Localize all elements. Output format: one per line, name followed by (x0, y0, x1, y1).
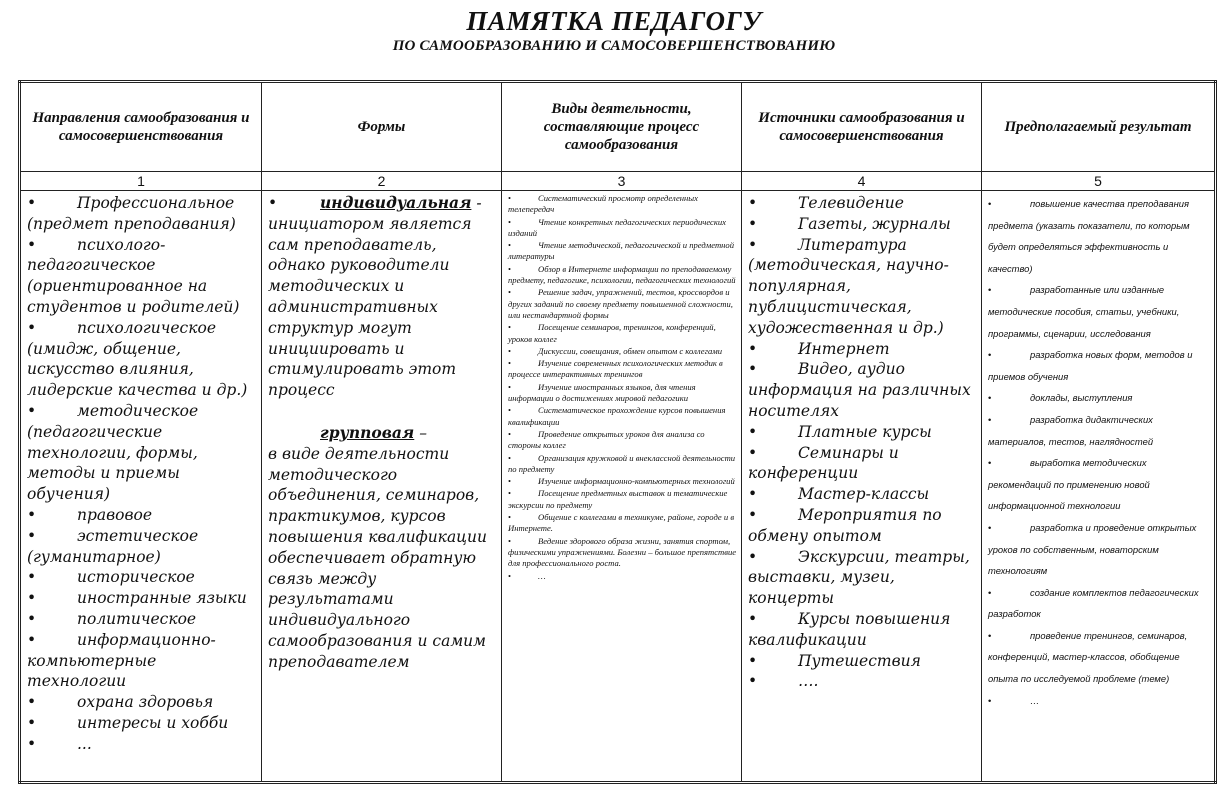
bullet: • (988, 629, 992, 641)
bullet: • (27, 235, 37, 254)
activities-cell (502, 191, 742, 783)
result-item-text: создание комплектов педагогических разработок (988, 586, 1199, 620)
bullet: • (748, 422, 758, 441)
bullet: • (268, 194, 278, 212)
header-directions: Направления самообразования и самосовершенствования (20, 82, 262, 172)
bullet: • (27, 505, 37, 524)
group-title: групповая (320, 422, 415, 442)
bullet: • (988, 284, 992, 296)
bullet: • (988, 392, 992, 404)
source-item (748, 505, 977, 547)
direction-item-text: методическое (педагогические технологии, формы, методы и приемы обучения) (27, 401, 199, 504)
header-forms: Формы (262, 82, 502, 172)
group-dash: – (414, 423, 427, 442)
bullet: • (508, 512, 512, 523)
direction-item (27, 692, 257, 713)
activity-item-text: Проведение открытых уроков для анализа со стороны коллег (508, 428, 705, 451)
header-activities: Виды деятельности, составляющие процесс самообразования (502, 82, 742, 172)
bullet: • (748, 485, 758, 504)
bullet: • (508, 428, 512, 439)
source-item-text: Литература (методическая, научно-популярная, публицистическая, художественная и др.) (748, 235, 949, 337)
bullet: • (27, 589, 37, 608)
bullet: • (748, 505, 758, 524)
result-item (988, 344, 1210, 387)
bullet: • (27, 630, 37, 649)
bullet: • (508, 322, 512, 333)
activity-item (508, 453, 737, 476)
source-item-text: Телевидение (798, 194, 904, 212)
bullet: • (748, 214, 758, 233)
activity-item-text: … (538, 570, 546, 581)
result-item-text: выработка методических рекомендаций по применению новой информационной технологии (988, 457, 1150, 512)
result-item (988, 690, 1210, 712)
direction-item (27, 526, 257, 568)
result-item-text: проведение тренингов, семинаров, конференций, мастер-классов, обобщение опыта по исследуемой проблеме (теме) (988, 629, 1188, 685)
source-item-text: Платные курсы (798, 422, 932, 441)
activity-item (508, 382, 737, 405)
activity-item (508, 405, 737, 428)
bullet: • (27, 318, 37, 337)
activity-item-text: Чтение методической, педагогической и предметной литературы (508, 240, 735, 262)
column-number: 3 (502, 172, 742, 191)
direction-item-text: эстетическое (гуманитарное) (27, 526, 199, 566)
bullet: • (508, 193, 512, 203)
activity-item (508, 193, 737, 216)
bullet: • (748, 339, 758, 358)
source-item (748, 235, 977, 339)
activity-item (508, 536, 737, 570)
direction-item-text: правовое (77, 505, 153, 524)
bullet: • (748, 194, 758, 212)
source-item (748, 671, 977, 692)
source-item-text: Семинары и конференции (748, 443, 899, 483)
bullet: • (988, 586, 992, 598)
bullet: • (27, 568, 37, 587)
source-item-text: …. (798, 672, 819, 691)
bullet: • (988, 457, 992, 469)
number-row (20, 172, 1216, 191)
direction-item (27, 318, 257, 401)
direction-item-text: охрана здоровья (77, 693, 214, 712)
individual-dash: - (471, 194, 482, 212)
bullet: • (748, 547, 758, 566)
individual-form (268, 193, 497, 214)
activity-item-text: Посещение семинаров, тренингов, конференций, уроков коллег (508, 322, 716, 344)
bullet: • (748, 443, 758, 462)
result-item-text: … (1030, 694, 1040, 706)
bullet: • (508, 358, 512, 369)
source-item-text: Путешествия (798, 651, 921, 670)
activity-item (508, 346, 737, 357)
bullet: • (748, 360, 758, 379)
result-item (988, 387, 1210, 409)
direction-item-text: информационно-компьютерные технологии (27, 630, 216, 691)
sources-cell (742, 191, 982, 783)
bullet: • (27, 194, 37, 212)
memo-table (18, 80, 1217, 784)
activity-item-text: Ведение здорового образа жизни, занятия спортом, физическими упражнениями. Болезни – большое препятствие для профессионального роста. (508, 535, 737, 569)
individual-title: индивидуальная (320, 193, 472, 212)
result-item-text: разработка дидактических материалов, тестов, наглядностей (988, 413, 1154, 447)
activity-item-text: Систематическое прохождение курсов повышения квалификации (508, 405, 726, 427)
individual-text: инициатором является сам преподаватель, однако руководители методических и административных структур могут инициировать и стимулировать этот процесс (268, 214, 472, 400)
activity-item (508, 488, 737, 511)
group-form (268, 423, 497, 444)
bullet: • (27, 401, 37, 420)
activity-item-text: Изучение иностранных языков, для чтения информации о достижениях мировой педагогики (508, 381, 696, 404)
activity-item-text: Решение задач, упражнений, тестов, кроссвордов и других заданий по своему предмету повышенной сложности, или нестандартной формы (508, 287, 733, 320)
activity-item-text: Организация кружковой и внеклассной деятельности по предмету (508, 452, 736, 474)
activity-item-text: Общение с коллегами в техникуме, районе, городе и в Интернете. (508, 512, 735, 534)
source-item (748, 193, 977, 214)
bullet: • (508, 570, 512, 581)
activity-item (508, 476, 737, 487)
activity-item (508, 264, 737, 287)
activity-item (508, 571, 737, 582)
activity-item-text: Обзор в Интернете информации по преподаваемому предмету, педагогике, психологии, педагогических технологий (508, 263, 736, 286)
activity-item (508, 358, 737, 381)
result-item-text: разработка новых форм, методов и приемов обучения (988, 349, 1193, 382)
directions-cell (20, 191, 262, 783)
column-number: 4 (742, 172, 982, 191)
activity-item (508, 512, 737, 535)
bullet: • (988, 198, 992, 209)
source-item-text: Экскурсии, театры, выставки, музеи, концерты (748, 547, 970, 608)
bullet: • (748, 672, 758, 691)
source-item (748, 443, 977, 485)
direction-item (27, 193, 257, 235)
source-item-text: Видео, аудио информация на различных носителях (748, 360, 971, 420)
activity-item-text: Чтение конкретных педагогических периодических изданий (508, 216, 727, 238)
bullet: • (508, 488, 512, 499)
bullet: • (748, 609, 758, 628)
page-subtitle: ПО САМООБРАЗОВАНИЮ И САМОСОВЕРШЕНСТВОВАНИЮ (392, 38, 836, 54)
source-item (748, 339, 977, 360)
body-row (20, 191, 1216, 783)
result-item-text: разработка и проведение открытых уроков по собственным, новаторским технологиям (988, 521, 1197, 577)
source-item (748, 359, 977, 421)
direction-item-text: Профессиональное (предмет преподавания) (27, 194, 236, 233)
column-number: 2 (262, 172, 502, 191)
activity-item (508, 217, 737, 240)
source-item (748, 547, 977, 609)
bullet: • (988, 521, 992, 533)
bullet: • (27, 734, 37, 753)
page-title: ПАМЯТКА ПЕДАГОГУ (466, 6, 762, 36)
activity-item (508, 287, 737, 321)
activity-item-text: Посещение предметных выставок и тематические экскурсии по предмету (508, 488, 728, 510)
source-item (748, 609, 977, 651)
result-item (988, 452, 1210, 517)
bullet: • (27, 693, 37, 712)
direction-item-text: политическое (77, 609, 197, 628)
bullet: • (748, 235, 758, 254)
direction-item (27, 235, 257, 318)
direction-item-text: интересы и хобби (77, 713, 229, 732)
result-item (988, 279, 1210, 344)
activity-item-text: Изучение современных психологических методик в процессе интерактивных тренингов (508, 358, 723, 380)
direction-item (27, 713, 257, 734)
direction-item-text: ... (77, 734, 92, 753)
bullet: • (508, 263, 512, 274)
column-number: 5 (982, 172, 1216, 191)
bullet: • (27, 526, 37, 545)
source-item (748, 422, 977, 443)
direction-item (27, 630, 257, 692)
bullet: • (988, 349, 992, 361)
direction-item (27, 588, 257, 609)
result-item (988, 582, 1210, 625)
activity-item (508, 240, 737, 263)
bullet: • (508, 405, 512, 416)
activity-item (508, 429, 737, 452)
bullet: • (27, 609, 37, 628)
bullet: • (508, 345, 512, 356)
result-item (988, 625, 1210, 690)
source-item (748, 214, 977, 235)
header-sources: Источники самообразования и самосовершенствования (742, 82, 982, 172)
bullet: • (508, 381, 512, 392)
column-number: 1 (20, 172, 262, 191)
direction-item-text: психологическое (имидж, общение, искусство влияния, лидерские качества и др.) (27, 318, 248, 400)
bullet: • (508, 535, 512, 546)
direction-item-text: историческое (77, 568, 195, 587)
group-text: в виде деятельности методического объединения, семинаров, практикумов, курсов повышения квалификации обеспечивает обратную связь между результатами индивидуального самообразования и самим преподавателем (268, 444, 487, 671)
activity-item-text: Систематический просмотр определенных телепередач (508, 193, 698, 215)
source-item-text: Мероприятия по обмену опытом (748, 505, 942, 545)
bullet: • (988, 694, 992, 706)
source-item-text: Интернет (798, 339, 890, 358)
direction-item-text: психолого-педагогическое (ориентированное на студентов и родителей) (27, 235, 240, 316)
bullet: • (508, 476, 512, 487)
direction-item-text: иностранные языки (77, 589, 247, 608)
activity-item (508, 322, 737, 345)
source-item-text: Мастер-классы (798, 485, 930, 504)
result-item (988, 409, 1210, 452)
direction-item (27, 401, 257, 505)
bullet: • (748, 651, 758, 670)
results-cell (982, 191, 1216, 783)
result-item-text: повышение качества преподавания предмета (указать показатели, по которым будет определяться эффективность и качество) (988, 198, 1190, 274)
direction-item (27, 567, 257, 588)
result-item-text: доклады, выступления (1030, 392, 1133, 404)
bullet: • (27, 713, 37, 732)
source-item (748, 651, 977, 672)
source-item (748, 484, 977, 505)
source-item-text: Курсы повышения квалификации (748, 609, 951, 649)
result-item (988, 517, 1210, 582)
forms-cell (262, 191, 502, 783)
bullet: • (508, 240, 512, 251)
direction-item (27, 734, 257, 755)
bullet: • (508, 216, 512, 227)
bullet: • (988, 413, 992, 425)
result-item-text: разработанные или изданные методические пособия, статьи, учебники, программы, сценарии, исследования (988, 284, 1180, 339)
header-result: Предполагаемый результат (982, 82, 1216, 172)
header-row (20, 82, 1216, 172)
bullet: • (508, 287, 512, 298)
direction-item (27, 609, 257, 630)
direction-item (27, 505, 257, 526)
result-item (988, 193, 1210, 279)
activity-item-text: Изучение информационно-компьютерных технологий (538, 476, 735, 487)
source-item-text: Газеты, журналы (798, 214, 951, 233)
bullet: • (508, 452, 512, 463)
activity-item-text: Дискуссии, совещания, обмен опытом с коллегами (538, 345, 723, 356)
